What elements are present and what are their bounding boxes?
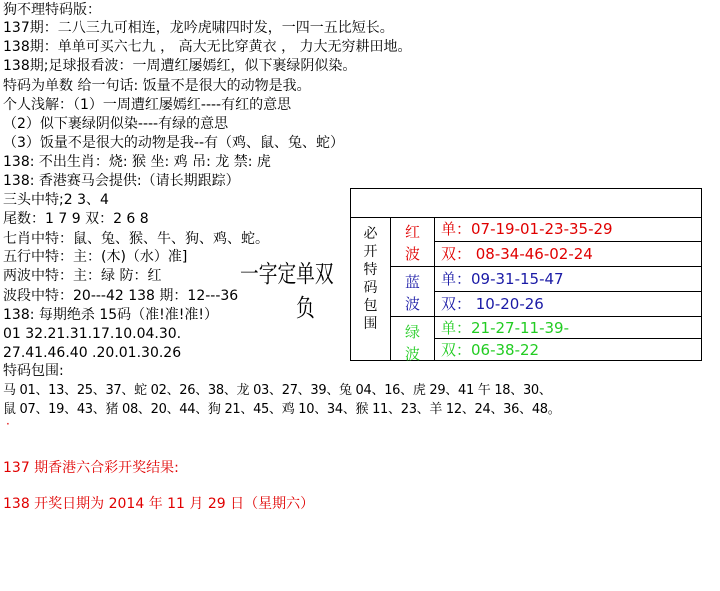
table-side-label	[351, 217, 391, 360]
draw-date: 138 开奖日期为 2014 年 11 月 29 日（星期六）	[3, 496, 315, 512]
red-dot: ·	[6, 417, 10, 431]
text-line: 特码包围:	[3, 363, 64, 379]
text-line: （3）饭量不是很大的动物是我--有（鸡、鼠、兔、蛇）	[3, 135, 345, 151]
text-line: 138: 每期绝杀 15码（准!准!准!）	[3, 307, 218, 323]
text-line: 鼠 07、19、43、猪 08、20、44、狗 21、45、鸡 10、34、猴 11、23、羊 12、24、36、48。	[3, 402, 561, 417]
handwritten-note-2: 负	[296, 294, 315, 322]
text-line: 138期;足球报看波：一周遭红屡嫣红，似下裹绿阴似染。	[3, 58, 357, 74]
text-line: 马 01、13、25、37、蛇 02、26、38、龙 03、27、39、兔 04、16、虎 29、41 午 18、30、	[3, 383, 552, 398]
blue-wave-label	[391, 267, 435, 317]
text-line: 五行中特：主：(木)（水）准]	[3, 249, 188, 265]
side-char: 开	[363, 244, 378, 260]
text-line: 两波中特：主：绿 防：红	[3, 268, 162, 284]
wave-char: 波	[404, 245, 420, 263]
text-line: 特码为单数 给一句话: 饭量不是很大的动物是我。	[3, 78, 311, 94]
handwritten-note: 一字定单双	[240, 260, 334, 288]
side-char: 围	[363, 316, 378, 332]
red-wave-label	[391, 217, 435, 267]
red-double-numbers: 双： 08-34-46-02-24	[435, 242, 701, 267]
text-line: 波段中特：20---42 138 期：12---36	[3, 288, 239, 304]
table-header-row	[351, 189, 701, 218]
text-line: 个人浅解：（1）一周遭红屡嫣红----有红的意思	[3, 97, 292, 113]
text-line: 27.41.46.40 .20.01.30.26	[3, 345, 182, 361]
wave-char: 波	[404, 345, 420, 363]
blue-double-numbers: 双： 10-20-26	[435, 292, 701, 317]
wave-char: 波	[404, 295, 420, 313]
text-line: 137期：二八三九可相连，龙吟虎啸四时发，一四一五比短长。	[3, 20, 394, 36]
text-line: （2）似下裹绿阴似染----有绿的意思	[3, 116, 229, 132]
side-char: 特	[363, 262, 378, 278]
blue-single-numbers: 单：09-31-15-47	[435, 267, 701, 292]
text-line: 138: 不出生肖：烧: 猴 坐: 鸡 吊: 龙 禁: 虎	[3, 154, 271, 170]
text-line: 138: 香港赛马会提供:（请长期跟踪）	[3, 173, 240, 189]
side-char: 包	[363, 298, 378, 314]
side-char: 必	[363, 226, 378, 242]
results-title: 137 期香港六合彩开奖结果:	[3, 460, 179, 476]
text-line: 138期：单单可买六七九 ， 高大无比穿黄衣 ， 力大无穷耕田地。	[3, 39, 412, 55]
wave-char: 蓝	[404, 273, 420, 291]
text-line: 01 32.21.31.17.10.04.30.	[3, 326, 182, 342]
wave-char: 绿	[404, 323, 420, 341]
doc-title: 狗不理特码版：	[3, 2, 101, 18]
text-line: 七肖中特：鼠、兔、猴、牛、狗、鸡、蛇。	[3, 231, 269, 247]
side-char: 码	[363, 280, 378, 296]
green-double-numbers: 双：06-38-22	[441, 341, 540, 359]
red-single-numbers: 单：07-19-01-23-35-29	[435, 217, 701, 242]
green-wave-label	[391, 317, 435, 361]
text-line: 三头中特;2 3、4	[3, 192, 109, 208]
wave-char: 红	[404, 223, 420, 241]
green-single-numbers: 单：21-27-11-39-	[435, 317, 701, 339]
text-line: 尾数：1 7 9 双：2 6 8	[3, 211, 149, 227]
color-wave-table	[350, 188, 702, 361]
